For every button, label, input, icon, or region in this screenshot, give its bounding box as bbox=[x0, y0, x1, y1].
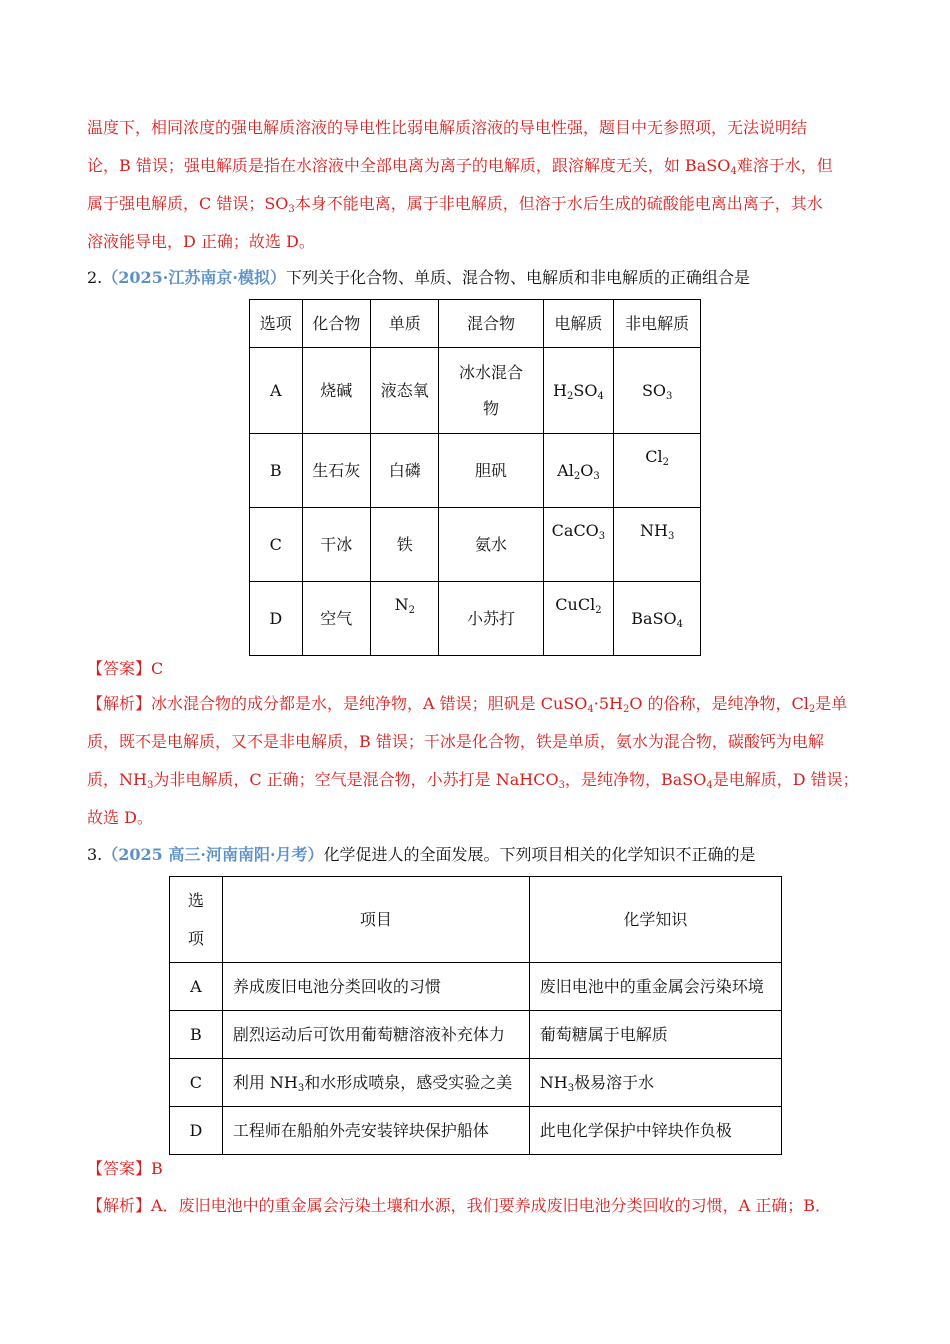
table-row: A 养成废旧电池分类回收的习惯 废旧电池中的重金属会污染环境 bbox=[170, 963, 782, 1011]
q2-analysis bbox=[87, 685, 862, 837]
header-compound: 化合物 bbox=[302, 300, 370, 348]
q2-source: （2025·江苏南京·模拟） bbox=[102, 268, 286, 287]
q3-source: （2025 高三·河南南阳·月考） bbox=[102, 845, 324, 864]
q2-number: 2. bbox=[87, 268, 103, 287]
table-row: D 工程师在船舶外壳安装锌块保护船体 此电化学保护中锌块作负极 bbox=[170, 1107, 782, 1155]
intro-line-1: 温度下，相同浓度的强电解质溶液的导电性比弱电解质溶液的导电性强，题目中无参照项，无法说明结 bbox=[87, 118, 808, 137]
q2-answer: 【答案】C bbox=[87, 659, 164, 678]
intro-line-4: 溶液能导电，D 正确；故选 D。 bbox=[87, 232, 315, 251]
table-row: A 烧碱 液态氧 冰水混合 物 $H_2SO_4$ $SO_3$ bbox=[250, 348, 701, 434]
table-header-row bbox=[250, 300, 701, 348]
q2-text: 下列关于化合物、单质、混合物、电解质和非电解质的正确组合是 bbox=[285, 268, 750, 287]
q3-table bbox=[169, 876, 782, 1155]
q2-analysis-line-2: 质，既不是电解质，又不是非电解质，B 错误；干冰是化合物，铁是单质，氨水为混合物，碳酸钙为电解 bbox=[87, 732, 824, 751]
table-row: B 剧烈运动后可饮用葡萄糖溶液补充体力 葡萄糖属于电解质 bbox=[170, 1011, 782, 1059]
table-row: B 生石灰 白磷 胆矾 $Al_2O_3$ $Cl_2$ bbox=[250, 434, 701, 508]
table-row: C 利用 $NH_3$和水形成喷泉，感受实验之美 $NH_3$极易溶于水 bbox=[170, 1059, 782, 1107]
q2-analysis-line-1: 【解析】冰水混合物的成分都是水，是纯净物，A 错误；胆矾是 $CuSO_4\cdot 5H_2O$ 的俗称，是纯净物，$Cl_2$是单 bbox=[87, 694, 848, 715]
q2-analysis-line-3: 质，$NH_3$为非电解质，C 正确；空气是混合物，小苏打是 NaHCO$_3$，是纯净物，BaSO$_4$是电解质，D 错误； bbox=[87, 770, 859, 791]
header-option: 选项 bbox=[250, 300, 303, 348]
header-item: 项目 bbox=[222, 877, 529, 963]
intro-line-3: 属于强电解质，C 错误；$SO_3$本身不能电离，属于非电解质，但溶于水后生成的硫酸能电离出离子，其水 bbox=[87, 194, 823, 215]
q3-analysis: 【解析】A．废旧电池中的重金属会污染土壤和水源，我们要养成废旧电池分类回收的习惯，A 正确；B． bbox=[87, 1196, 831, 1215]
header-nonelectrolyte: 非电解质 bbox=[614, 300, 701, 348]
header-element: 单质 bbox=[371, 300, 439, 348]
q3-number: 3. bbox=[87, 845, 103, 864]
table-header-row: 选 项 项目 化学知识 bbox=[170, 877, 782, 963]
intro-line-2: 论，B 错误；强电解质是指在水溶液中全部电离为离子的电解质，跟溶解度无关，如 BaSO$_4$难溶于水，但 bbox=[87, 156, 833, 177]
q2-stem bbox=[87, 267, 750, 289]
header-mixture: 混合物 bbox=[439, 300, 543, 348]
header-electrolyte: 电解质 bbox=[543, 300, 614, 348]
header-knowledge: 化学知识 bbox=[529, 877, 781, 963]
q3-answer: 【答案】B bbox=[87, 1159, 163, 1178]
table-row: C 干冰 铁 氨水 CaCO$_3$ $NH_3$ bbox=[250, 508, 701, 582]
q2-analysis-line-4: 故选 D。 bbox=[87, 808, 153, 827]
table-row: D 空气 $N_2$ 小苏打 CuCl$_2$ BaSO$_4$ bbox=[250, 582, 701, 656]
q3-stem bbox=[87, 844, 756, 866]
q3-text: 化学促进人的全面发展。下列项目相关的化学知识不正确的是 bbox=[323, 845, 756, 864]
intro-analysis bbox=[87, 109, 862, 261]
q2-table bbox=[249, 299, 701, 656]
